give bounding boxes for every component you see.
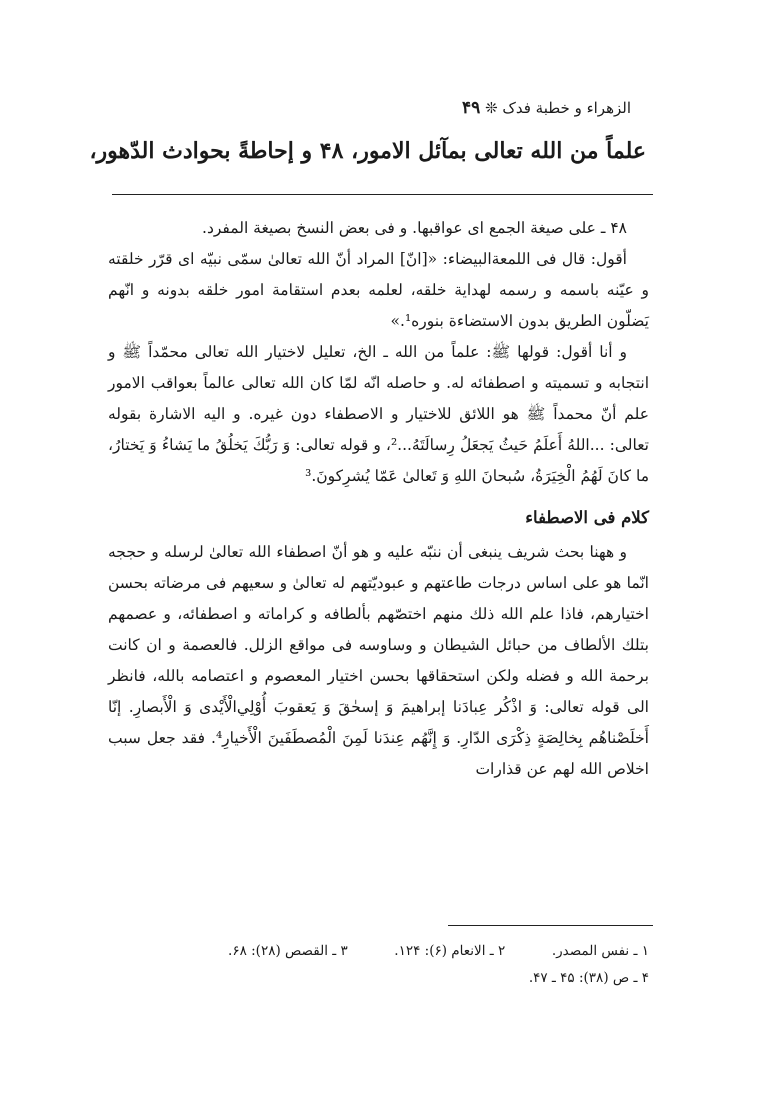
divider-rule — [112, 194, 653, 195]
footnote-4: ۴ ـ ص (۳۸): ۴۵ ـ ۴۷. — [528, 970, 649, 986]
footnote-rule — [448, 925, 653, 926]
footnotes — [108, 938, 649, 992]
author-commentary: و أنا أقول: قولها ﷺ: علماً من الله ـ الخ، تعليل لاختيار الله تعالى محمّداً ﷺ و انتجابه و تسميته و اصطفائه له. و حاصله انّه لمّا كان الله تعالى عالماً بعواقب الامور علم أنّ محمداً ﷺ هو اللائق للاختيار و الاصطفاء دون غيره. و اليه الاشارة بقوله تعالى: ...اللهُ أَعلَمُ حَيثُ يَجعَلُ رِسالَتَهُ...²، و قوله تعالى: وَ رَبُّكَ يَخلُقُ ما يَشاءُ وَ يَختارُ، ما كانَ لَهُمُ الْخِيَرَةُ، سُبحانَ اللهِ وَ تَعالىٰ عَمّا يُشرِكونَ.³ — [108, 343, 649, 485]
header-title: الزهراء و خطبة فدک ❊ — [485, 99, 631, 117]
note-48: ۴۸ ـ على صيغة الجمع اى عواقبها. و فى بعض النسخ بصيغة المفرد. — [202, 219, 627, 237]
footnote-2: ۲ ـ الانعام (۶): ۱۲۴. — [394, 943, 506, 959]
commentary-quote: أقول: قال فى اللمعةالبيضاء: «[انّ] المراد أنّ الله تعالىٰ سمّى نبيّه اى قرّر خلقته و عيّنه باسمه و رسمه لهداية خلقه، لعلمه بعدم استقامة امور خلقه بدونه و انّهم يَضلّون الطريق بدون الاستضاءة بنوره¹.» — [108, 250, 649, 330]
page-number: ۴۹ — [462, 98, 481, 118]
section-paragraph: و ههنا بحث شريف ينبغى أن ننبّه عليه و هو أنّ اصطفاء الله تعالىٰ لرسله و حججه انّما هو على اساس درجات طاعتهم و عبوديّتهم له تعالىٰ و سعيهم فى مرضاته بحسن اختيارهم، فاذا علم الله ذلك منهم اختصّهم بألطافه و كراماته و اصطفائه، و عصمهم بتلك الألطاف من حبائل الشيطان و وساوسه فى مواقع الزلل. فالعصمة و ان كانت برحمة الله و فضله ولكن استحقاقها بحسن اختيار المعصوم و اعتصامه بالله، فانظر الى قوله تعالى: وَ اذْكُر عِبادَنا إبراهيمَ وَ إسحٰقَ وَ يَعقوبَ أُوْلِي‌الْأَيْدى وَ الْأَبصارِ. إنّا أَخلَصْناهُم بِخالِصَةٍ ذِكْرَى الدّارِ. وَ إِنَّهُم عِندَنا لَمِنَ الْمُصطَفَينَ الْأَخيارِ⁴. فقد جعل سبب اخلاص الله لهم عن قذارات — [108, 543, 649, 778]
footnote-3: ۳ ـ القصص (۲۸): ۶۸. — [228, 943, 348, 959]
sermon-verse: علماً من الله تعالى بمآئل الامور، ۴۸ و إحاطةً بحوادث الدّهور، — [89, 138, 646, 164]
section-heading: كلام فى الاصطفاء — [525, 508, 649, 527]
footnote-1: ۱ ـ نفس المصدر. — [551, 943, 649, 959]
running-header — [462, 98, 631, 118]
commentary-body — [108, 213, 649, 785]
